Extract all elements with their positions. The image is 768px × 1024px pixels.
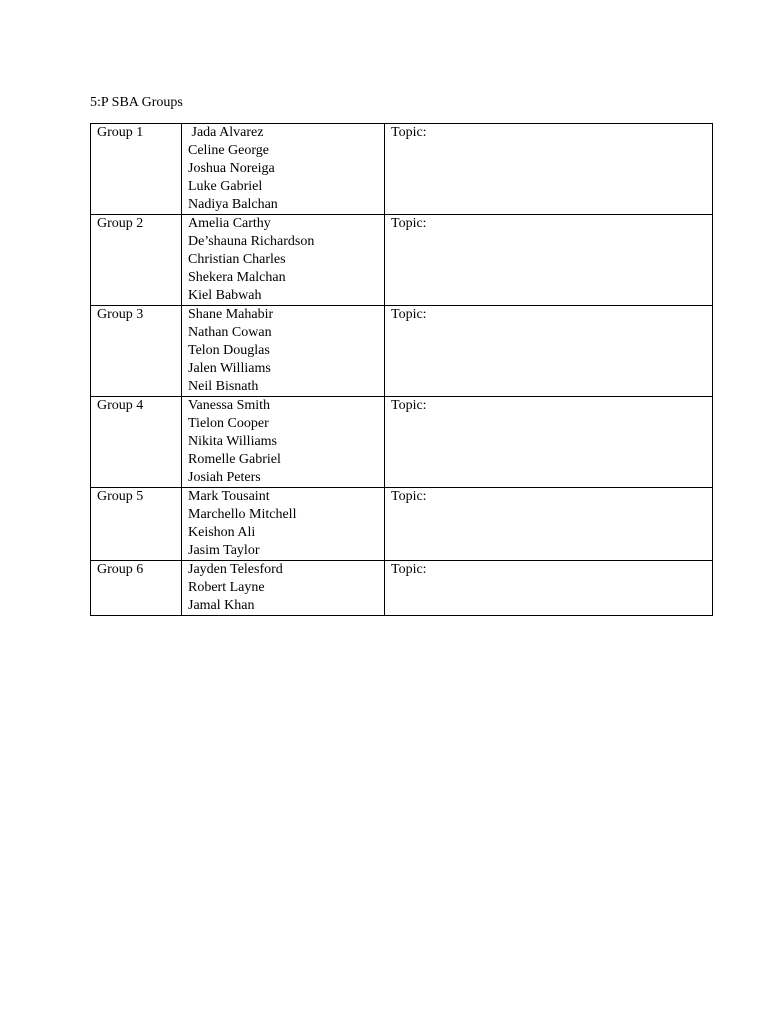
members-cell	[182, 215, 385, 306]
group-name-cell: Group 2	[91, 215, 182, 306]
table-row	[91, 124, 713, 215]
group-name-cell: Group 4	[91, 397, 182, 488]
topic-cell: Topic:	[385, 215, 713, 306]
topic-cell: Topic:	[385, 488, 713, 561]
member-name: Robert Layne	[188, 580, 265, 595]
member-name: Jasim Taylor	[188, 543, 260, 558]
members-cell	[182, 397, 385, 488]
group-name-cell: Group 5	[91, 488, 182, 561]
member-name: Jada Alvarez	[188, 125, 264, 140]
member-name: Telon Douglas	[188, 343, 270, 358]
member-name: Christian Charles	[188, 252, 286, 267]
member-name: Nathan Cowan	[188, 325, 272, 340]
document-title: 5:P SBA Groups	[90, 95, 183, 110]
member-name: Jayden Telesford	[188, 562, 283, 577]
member-name: Shane Mahabir	[188, 307, 274, 322]
members-cell	[182, 124, 385, 215]
members-cell	[182, 488, 385, 561]
table-row	[91, 215, 713, 306]
topic-cell: Topic:	[385, 124, 713, 215]
member-name: Mark Tousaint	[188, 489, 270, 504]
group-name-cell: Group 6	[91, 561, 182, 616]
topic-cell: Topic:	[385, 561, 713, 616]
member-name: Keishon Ali	[188, 525, 256, 540]
member-name: Nadiya Balchan	[188, 197, 278, 212]
topic-cell: Topic:	[385, 397, 713, 488]
groups-table	[90, 123, 713, 616]
member-name: De’shauna Richardson	[188, 234, 315, 249]
member-name: Joshua Noreiga	[188, 161, 275, 176]
member-name: Jamal Khan	[188, 598, 255, 613]
members-cell	[182, 561, 385, 616]
group-name-cell: Group 1	[91, 124, 182, 215]
table-row	[91, 397, 713, 488]
member-name: Vanessa Smith	[188, 398, 271, 413]
member-name: Nikita Williams	[188, 434, 278, 449]
member-name: Kiel Babwah	[188, 288, 262, 303]
member-name: Marchello Mitchell	[188, 507, 297, 522]
topic-cell: Topic:	[385, 306, 713, 397]
members-cell	[182, 306, 385, 397]
member-name: Luke Gabriel	[188, 179, 263, 194]
member-name: Romelle Gabriel	[188, 452, 281, 467]
member-name: Tielon Cooper	[188, 416, 269, 431]
table-row	[91, 306, 713, 397]
member-name: Amelia Carthy	[188, 216, 271, 231]
table-row	[91, 488, 713, 561]
member-name: Celine George	[188, 143, 269, 158]
member-name: Josiah Peters	[188, 470, 261, 485]
group-name-cell: Group 3	[91, 306, 182, 397]
member-name: Jalen Williams	[188, 361, 271, 376]
member-name: Neil Bisnath	[188, 379, 259, 394]
table-row	[91, 561, 713, 616]
member-name: Shekera Malchan	[188, 270, 286, 285]
